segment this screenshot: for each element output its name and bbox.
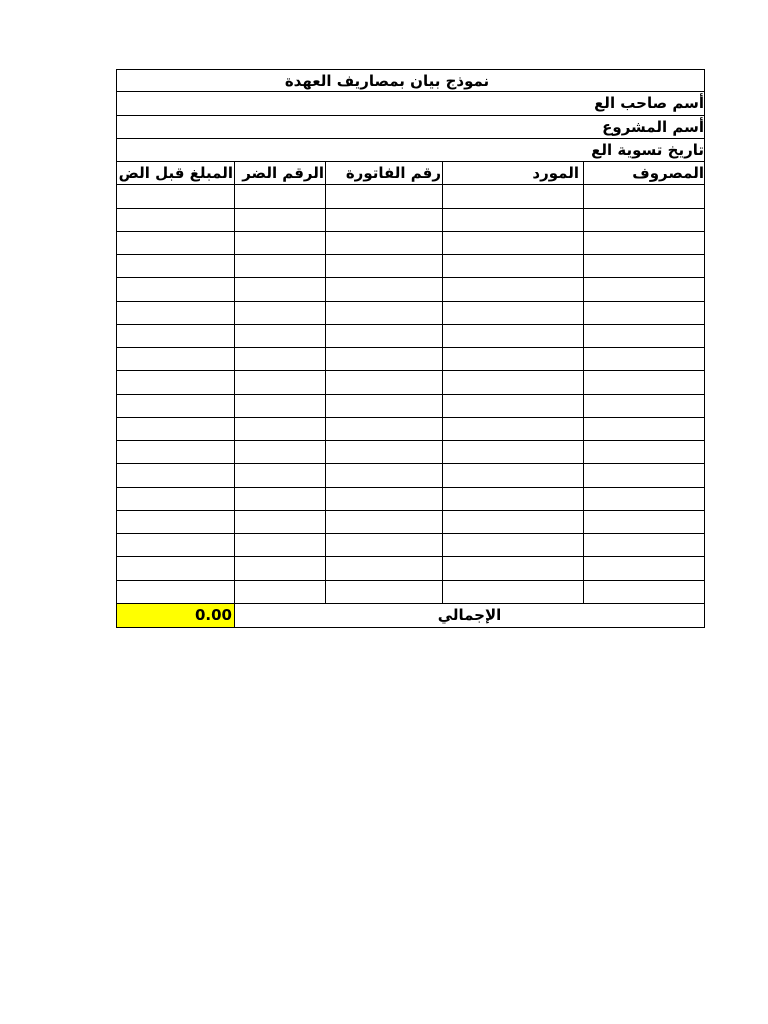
tax-number-cell[interactable] [235, 371, 326, 393]
header-supplier [443, 162, 584, 184]
tax-number-cell[interactable] [235, 209, 326, 231]
invoice-number-cell[interactable] [326, 511, 443, 533]
invoice-number-cell[interactable] [326, 209, 443, 231]
table-row [116, 185, 705, 208]
invoice-number-cell[interactable] [326, 255, 443, 277]
expense-cell[interactable] [584, 209, 705, 231]
table-row [116, 581, 705, 604]
amount-cell[interactable] [117, 418, 235, 440]
supplier-cell[interactable] [443, 302, 584, 324]
total-label: الإجمالي [437, 605, 502, 624]
supplier-cell[interactable] [443, 511, 584, 533]
tax-number-cell[interactable] [235, 348, 326, 370]
amount-cell[interactable] [117, 185, 235, 207]
header-expense-label: المصروف [632, 164, 704, 182]
supplier-cell[interactable] [443, 395, 584, 417]
amount-cell[interactable] [117, 581, 235, 603]
supplier-cell[interactable] [443, 185, 584, 207]
header-invoice-number-label: رقم الفاتورة [345, 164, 441, 182]
supplier-cell[interactable] [443, 348, 584, 370]
invoice-number-cell[interactable] [326, 325, 443, 347]
table-row [116, 534, 705, 557]
tax-number-cell[interactable] [235, 488, 326, 510]
supplier-cell[interactable] [443, 278, 584, 300]
supplier-cell[interactable] [443, 418, 584, 440]
expense-cell[interactable] [584, 255, 705, 277]
amount-cell[interactable] [117, 534, 235, 556]
expense-cell[interactable] [584, 232, 705, 254]
supplier-cell[interactable] [443, 325, 584, 347]
amount-cell[interactable] [117, 255, 235, 277]
tax-number-cell[interactable] [235, 464, 326, 486]
expense-cell[interactable] [584, 488, 705, 510]
table-row [116, 302, 705, 325]
invoice-number-cell[interactable] [326, 557, 443, 579]
supplier-cell[interactable] [443, 534, 584, 556]
info-row-owner[interactable] [116, 92, 705, 115]
header-supplier-label: المورد [532, 164, 579, 182]
supplier-cell[interactable] [443, 209, 584, 231]
invoice-number-cell[interactable] [326, 302, 443, 324]
table-row [116, 255, 705, 278]
invoice-number-cell[interactable] [326, 278, 443, 300]
expense-cell[interactable] [584, 302, 705, 324]
tax-number-cell[interactable] [235, 441, 326, 463]
expense-cell[interactable] [584, 278, 705, 300]
tax-number-cell[interactable] [235, 511, 326, 533]
invoice-number-cell[interactable] [326, 488, 443, 510]
amount-cell[interactable] [117, 209, 235, 231]
header-amount-before-tax [117, 162, 235, 184]
supplier-cell[interactable] [443, 371, 584, 393]
header-tax-number-label: الرقم الضر [242, 164, 324, 182]
invoice-number-cell[interactable] [326, 371, 443, 393]
amount-cell[interactable] [117, 302, 235, 324]
table-row [116, 395, 705, 418]
settlement-date-label: تاريخ تسوية الع [591, 140, 704, 159]
expense-cell[interactable] [584, 581, 705, 603]
owner-name-label: أسم صاحب الع [594, 94, 704, 113]
header-invoice-number [326, 162, 443, 184]
expense-cell[interactable] [584, 464, 705, 486]
table-row [116, 441, 705, 464]
form-title-row [116, 69, 705, 92]
tax-number-cell[interactable] [235, 255, 326, 277]
tax-number-cell[interactable] [235, 232, 326, 254]
tax-number-cell[interactable] [235, 557, 326, 579]
table-row [116, 348, 705, 371]
table-row [116, 232, 705, 255]
tax-number-cell[interactable] [235, 325, 326, 347]
amount-cell[interactable] [117, 488, 235, 510]
amount-cell[interactable] [117, 371, 235, 393]
expense-cell[interactable] [584, 418, 705, 440]
table-row [116, 418, 705, 441]
supplier-cell[interactable] [443, 488, 584, 510]
expense-cell[interactable] [584, 441, 705, 463]
expense-cell[interactable] [584, 348, 705, 370]
invoice-number-cell[interactable] [326, 581, 443, 603]
info-row-project[interactable] [116, 116, 705, 139]
supplier-cell[interactable] [443, 232, 584, 254]
invoice-number-cell[interactable] [326, 185, 443, 207]
supplier-cell[interactable] [443, 441, 584, 463]
table-header-row [116, 162, 705, 185]
expense-cell[interactable] [584, 395, 705, 417]
invoice-number-cell[interactable] [326, 441, 443, 463]
header-tax-number [235, 162, 326, 184]
tax-number-cell[interactable] [235, 185, 326, 207]
amount-cell[interactable] [117, 325, 235, 347]
tax-number-cell[interactable] [235, 395, 326, 417]
total-row [116, 604, 705, 628]
supplier-cell[interactable] [443, 464, 584, 486]
invoice-number-cell[interactable] [326, 464, 443, 486]
expense-cell[interactable] [584, 185, 705, 207]
tax-number-cell[interactable] [235, 418, 326, 440]
invoice-number-cell[interactable] [326, 232, 443, 254]
expense-cell[interactable] [584, 557, 705, 579]
tax-number-cell[interactable] [235, 302, 326, 324]
amount-cell[interactable] [117, 557, 235, 579]
amount-cell[interactable] [117, 464, 235, 486]
expense-cell[interactable] [584, 371, 705, 393]
invoice-number-cell[interactable] [326, 534, 443, 556]
table-row [116, 557, 705, 580]
invoice-number-cell[interactable] [326, 395, 443, 417]
invoice-number-cell[interactable] [326, 348, 443, 370]
table-row [116, 511, 705, 534]
table-row [116, 464, 705, 487]
tax-number-cell[interactable] [235, 278, 326, 300]
table-row [116, 209, 705, 232]
project-name-label: أسم المشروع [602, 117, 704, 136]
tax-number-cell[interactable] [235, 534, 326, 556]
table-body [116, 185, 705, 604]
info-row-settlement-date[interactable] [116, 139, 705, 162]
supplier-cell[interactable] [443, 581, 584, 603]
expense-cell[interactable] [584, 325, 705, 347]
header-expense [584, 162, 705, 184]
table-row [116, 325, 705, 348]
form-title: نموذج بيان بمصاريف العهدة [284, 72, 490, 90]
header-amount-before-tax-label: المبلغ قبل الض [118, 164, 233, 182]
table-row [116, 371, 705, 394]
amount-cell[interactable] [117, 278, 235, 300]
amount-cell[interactable] [117, 232, 235, 254]
table-row [116, 488, 705, 511]
expense-form-sheet [116, 69, 705, 628]
amount-cell[interactable] [117, 348, 235, 370]
expense-cell[interactable] [584, 511, 705, 533]
amount-cell[interactable] [117, 441, 235, 463]
amount-cell[interactable] [117, 395, 235, 417]
supplier-cell[interactable] [443, 557, 584, 579]
table-row [116, 278, 705, 301]
tax-number-cell[interactable] [235, 581, 326, 603]
total-amount[interactable]: 0.00 [117, 604, 235, 627]
amount-cell[interactable] [117, 511, 235, 533]
supplier-cell[interactable] [443, 255, 584, 277]
expense-cell[interactable] [584, 534, 705, 556]
invoice-number-cell[interactable] [326, 418, 443, 440]
